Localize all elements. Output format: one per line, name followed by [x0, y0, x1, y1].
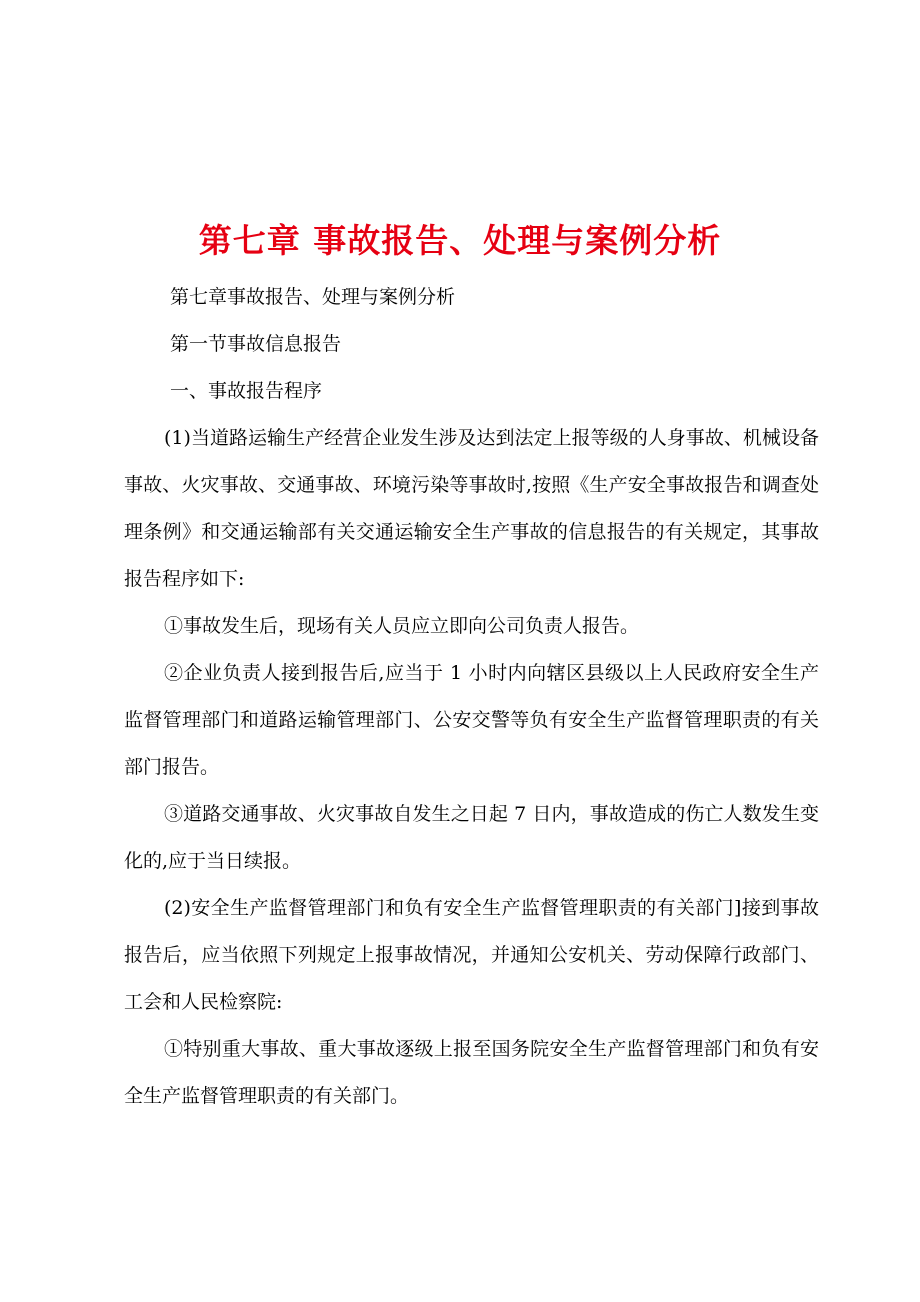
paragraph-major-accident: ①特别重大事故、重大事故逐级上报至国务院安全生产监督管理部门和负有安全生产监督管理职责的有关部门。 — [124, 1038, 819, 1107]
paragraph-chapter-heading: 第七章事故报告、处理与案例分析 — [170, 286, 456, 308]
document-title: 第七章 事故报告、处理与案例分析 — [198, 221, 722, 261]
paragraph-step-3: ③道路交通事故、火灾事故自发生之日起 7 日内，事故造成的伤亡人数发生变化的,应于当日续报。 — [124, 803, 819, 872]
paragraph-reporting-procedure: (1)当道路运输生产经营企业发生涉及达到法定上报等级的人身事故、机械设备事故、火灾事故、交通事故、环境污染等事故时,按照《生产安全事故报告和调查处理条例》和交通运输部有关交通运输安全生产事故的信息报告的有关规定，其事故报告程序如下: — [124, 427, 819, 590]
paragraph-section-heading: 第一节事故信息报告 — [170, 333, 342, 355]
paragraph-subsection-heading: 一、事故报告程序 — [170, 380, 323, 402]
paragraph-department-reporting: (2)安全生产监督管理部门和负有安全生产监督管理职责的有关部门]接到事故报告后，应当依照下列规定上报事故情况，并通知公安机关、劳动保障行政部门、工会和人民检察院: — [124, 897, 819, 1013]
document-body — [124, 274, 819, 1120]
paragraph-step-2: ②企业负责人接到报告后,应当于 1 小时内向辖区县级以上人民政府安全生产监督管理部门和道路运输管理部门、公安交警等负有安全生产监督管理职责的有关部门报告。 — [124, 662, 819, 778]
paragraph-step-1: ①事故发生后，现场有关人员应立即向公司负责人报告。 — [164, 615, 640, 637]
